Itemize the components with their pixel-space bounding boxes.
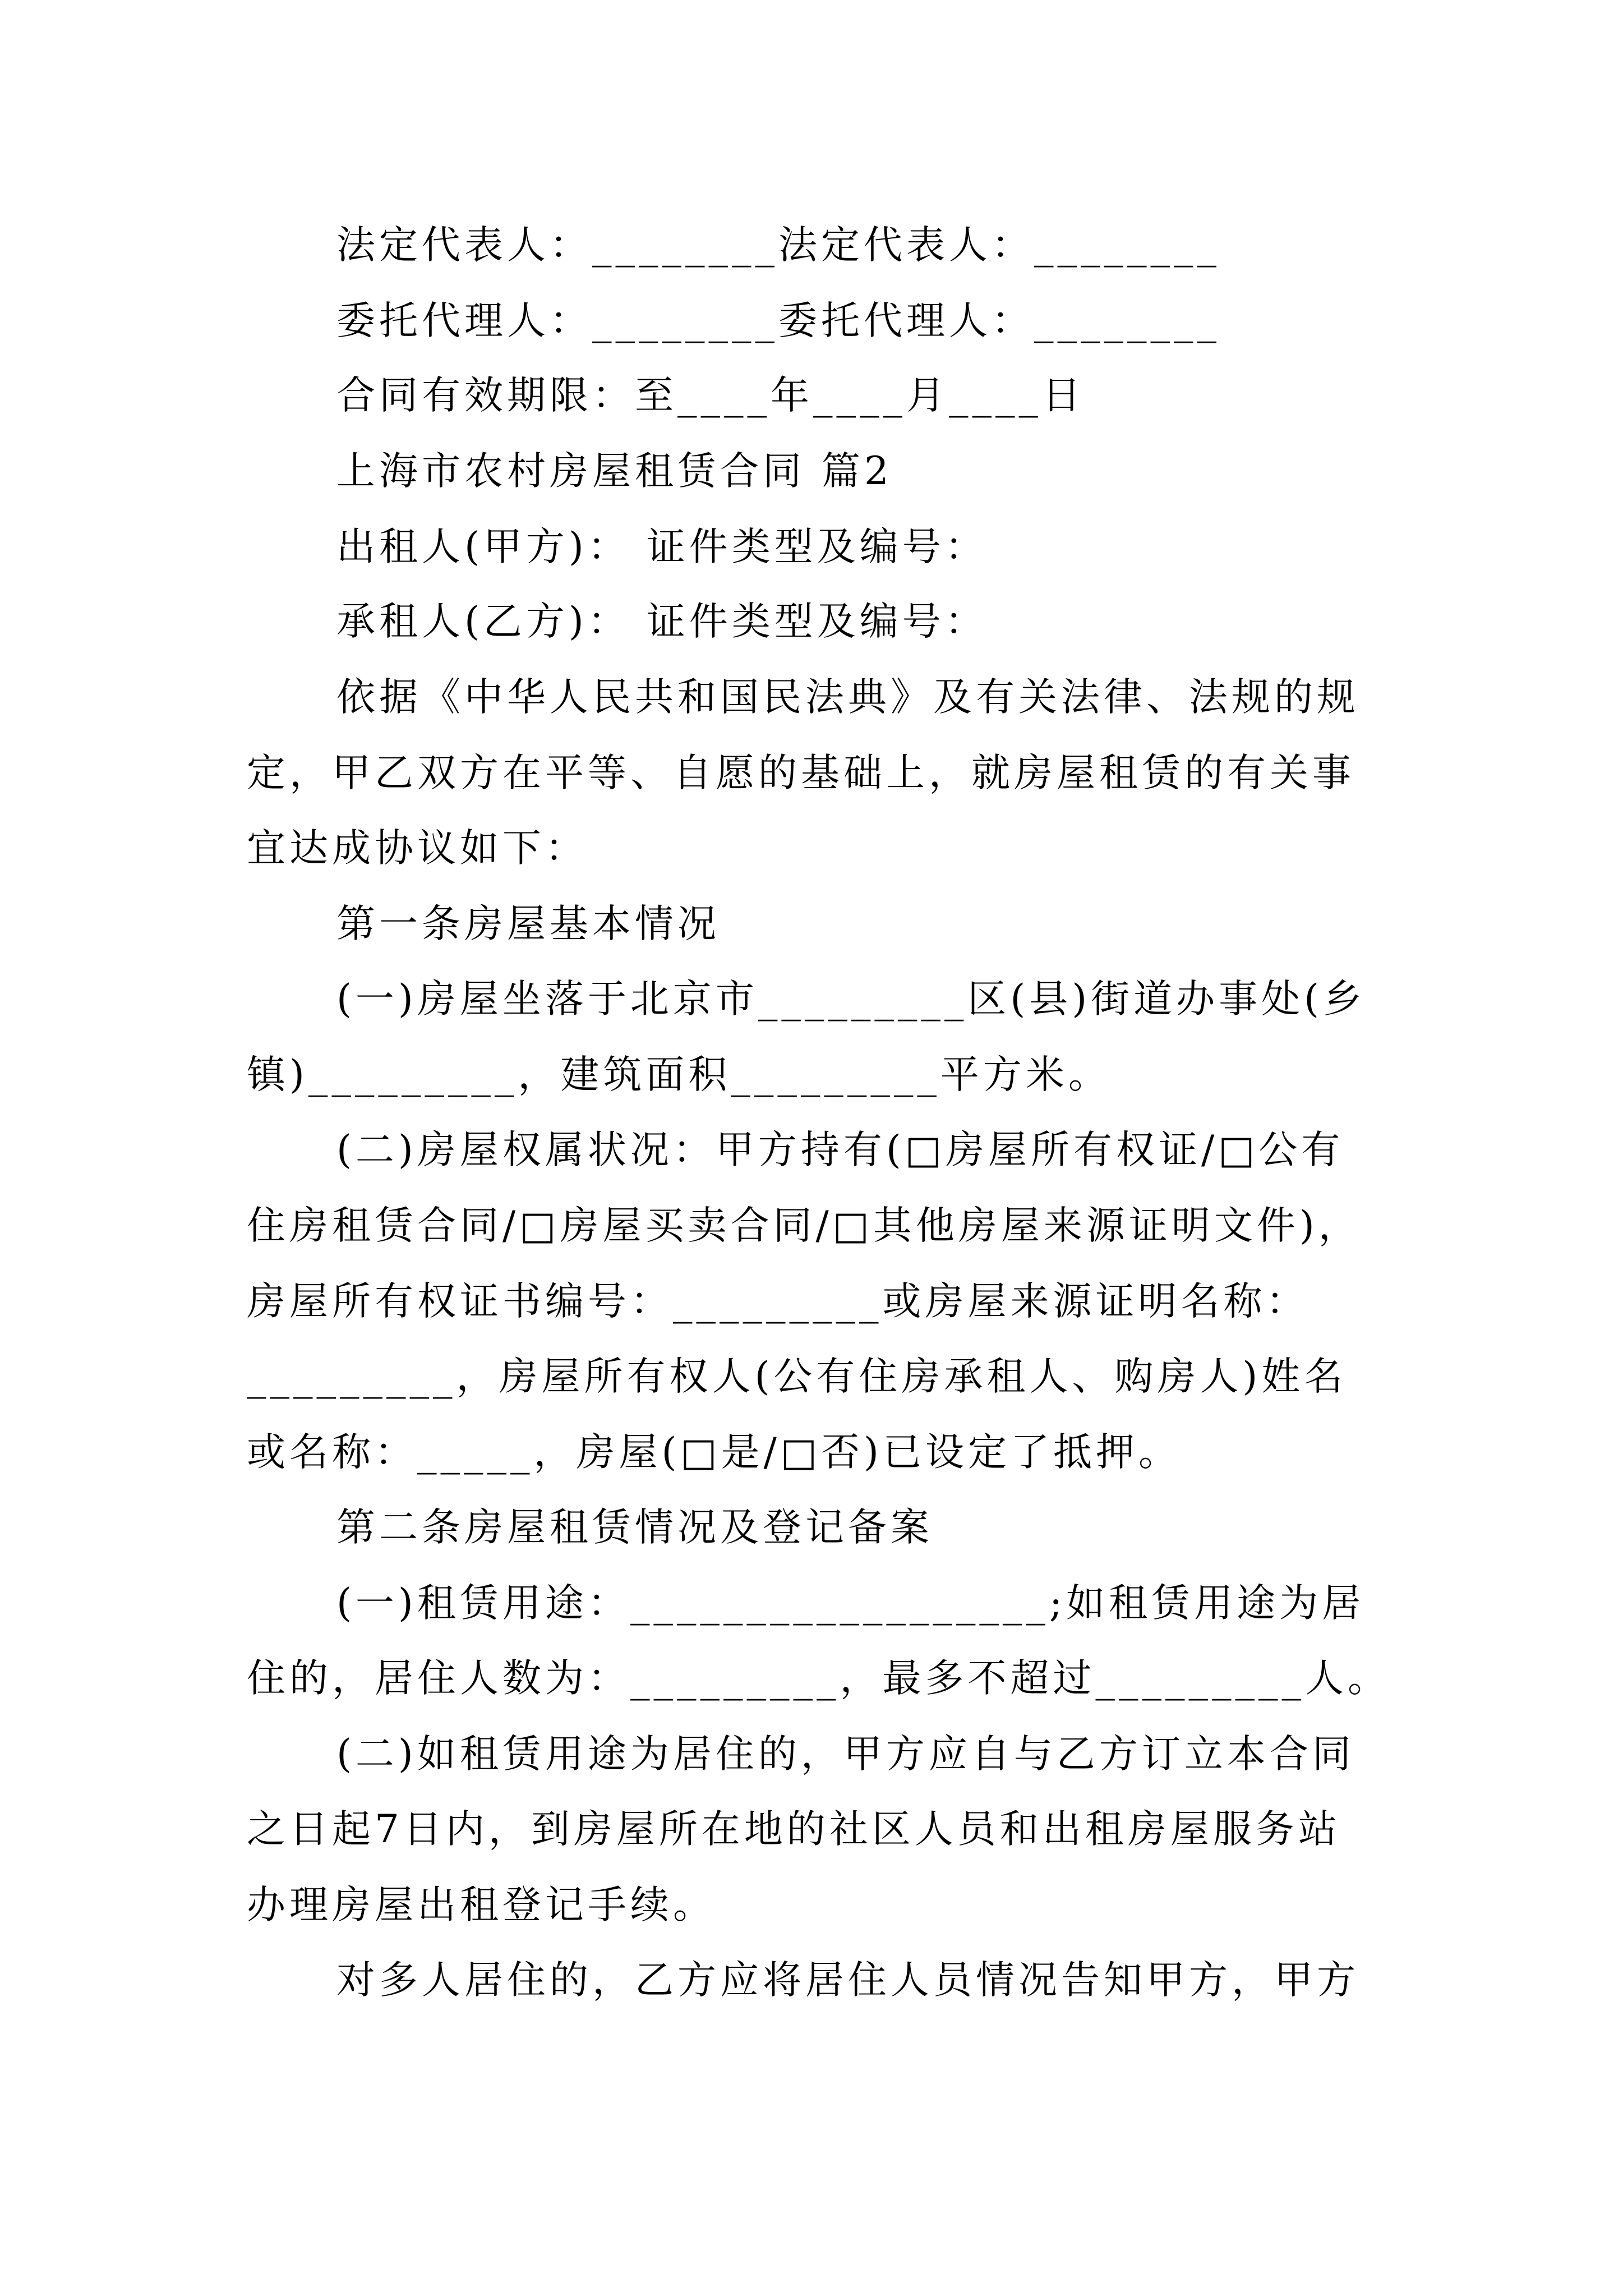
- preamble-paragraph-line: 定，甲乙双方在平等、自愿的基础上，就房屋租赁的有关事: [247, 751, 1355, 795]
- clause-paragraph-line: (二)房屋权属状况：甲方持有(□房屋所有权证/□公有: [336, 1128, 1344, 1172]
- clause-paragraph-line: 住房租赁合同/□房屋买卖合同/□其他房屋来源证明文件)，: [247, 1203, 1361, 1248]
- article-heading: 第一条房屋基本情况: [336, 901, 720, 946]
- clause-paragraph-line: 或名称：_____，房屋(□是/□否)已设定了抵押。: [247, 1430, 1181, 1475]
- clause-paragraph-line: (一)租赁用途：__________________;如租赁用途为居: [336, 1581, 1365, 1626]
- clause-paragraph-line: (一)房屋坐落于北京市_________区(县)街道办事处(乡: [336, 977, 1366, 1022]
- contract-validity-line: 合同有效期限：至____年____月____日: [336, 373, 1085, 418]
- signature-legal-representative-line: 法定代表人：________法定代表人：________: [336, 223, 1220, 268]
- clause-paragraph-line: 房屋所有权证书编号：_________或房屋来源证明名称：: [247, 1279, 1309, 1324]
- preamble-paragraph-line: 宜达成协议如下：: [247, 826, 588, 871]
- clause-paragraph-line: 办理房屋出租登记手续。: [247, 1883, 716, 1927]
- clause-paragraph-line: 镇)_________，建筑面积_________平方米。: [247, 1052, 1111, 1097]
- clause-paragraph-line: 之日起7日内，到房屋所在地的社区人员和出租房屋服务站: [247, 1807, 1341, 1852]
- clause-paragraph-line: 住的，居住人数为：_________，最多不超过_________人。: [247, 1656, 1390, 1701]
- lessor-line: 出租人(甲方)： 证件类型及编号：: [336, 524, 988, 569]
- clause-paragraph-line: 对多人居住的，乙方应将居住人员情况告知甲方，甲方: [336, 1958, 1359, 2003]
- preamble-paragraph-line: 依据《中华人民共和国民法典》及有关法律、法规的规: [336, 675, 1359, 720]
- clause-paragraph-line: (二)如租赁用途为居住的，甲方应自与乙方订立本合同: [336, 1732, 1355, 1777]
- lessee-line: 承租人(乙方)： 证件类型及编号：: [336, 599, 988, 644]
- signature-agent-line: 委托代理人：________委托代理人：________: [336, 298, 1220, 343]
- clause-paragraph-line: _________，房屋所有权人(公有住房承租人、购房人)姓名: [247, 1354, 1347, 1399]
- article-heading: 第二条房屋租赁情况及登记备案: [336, 1505, 933, 1550]
- section-title: 上海市农村房屋租赁合同 篇2: [336, 449, 893, 494]
